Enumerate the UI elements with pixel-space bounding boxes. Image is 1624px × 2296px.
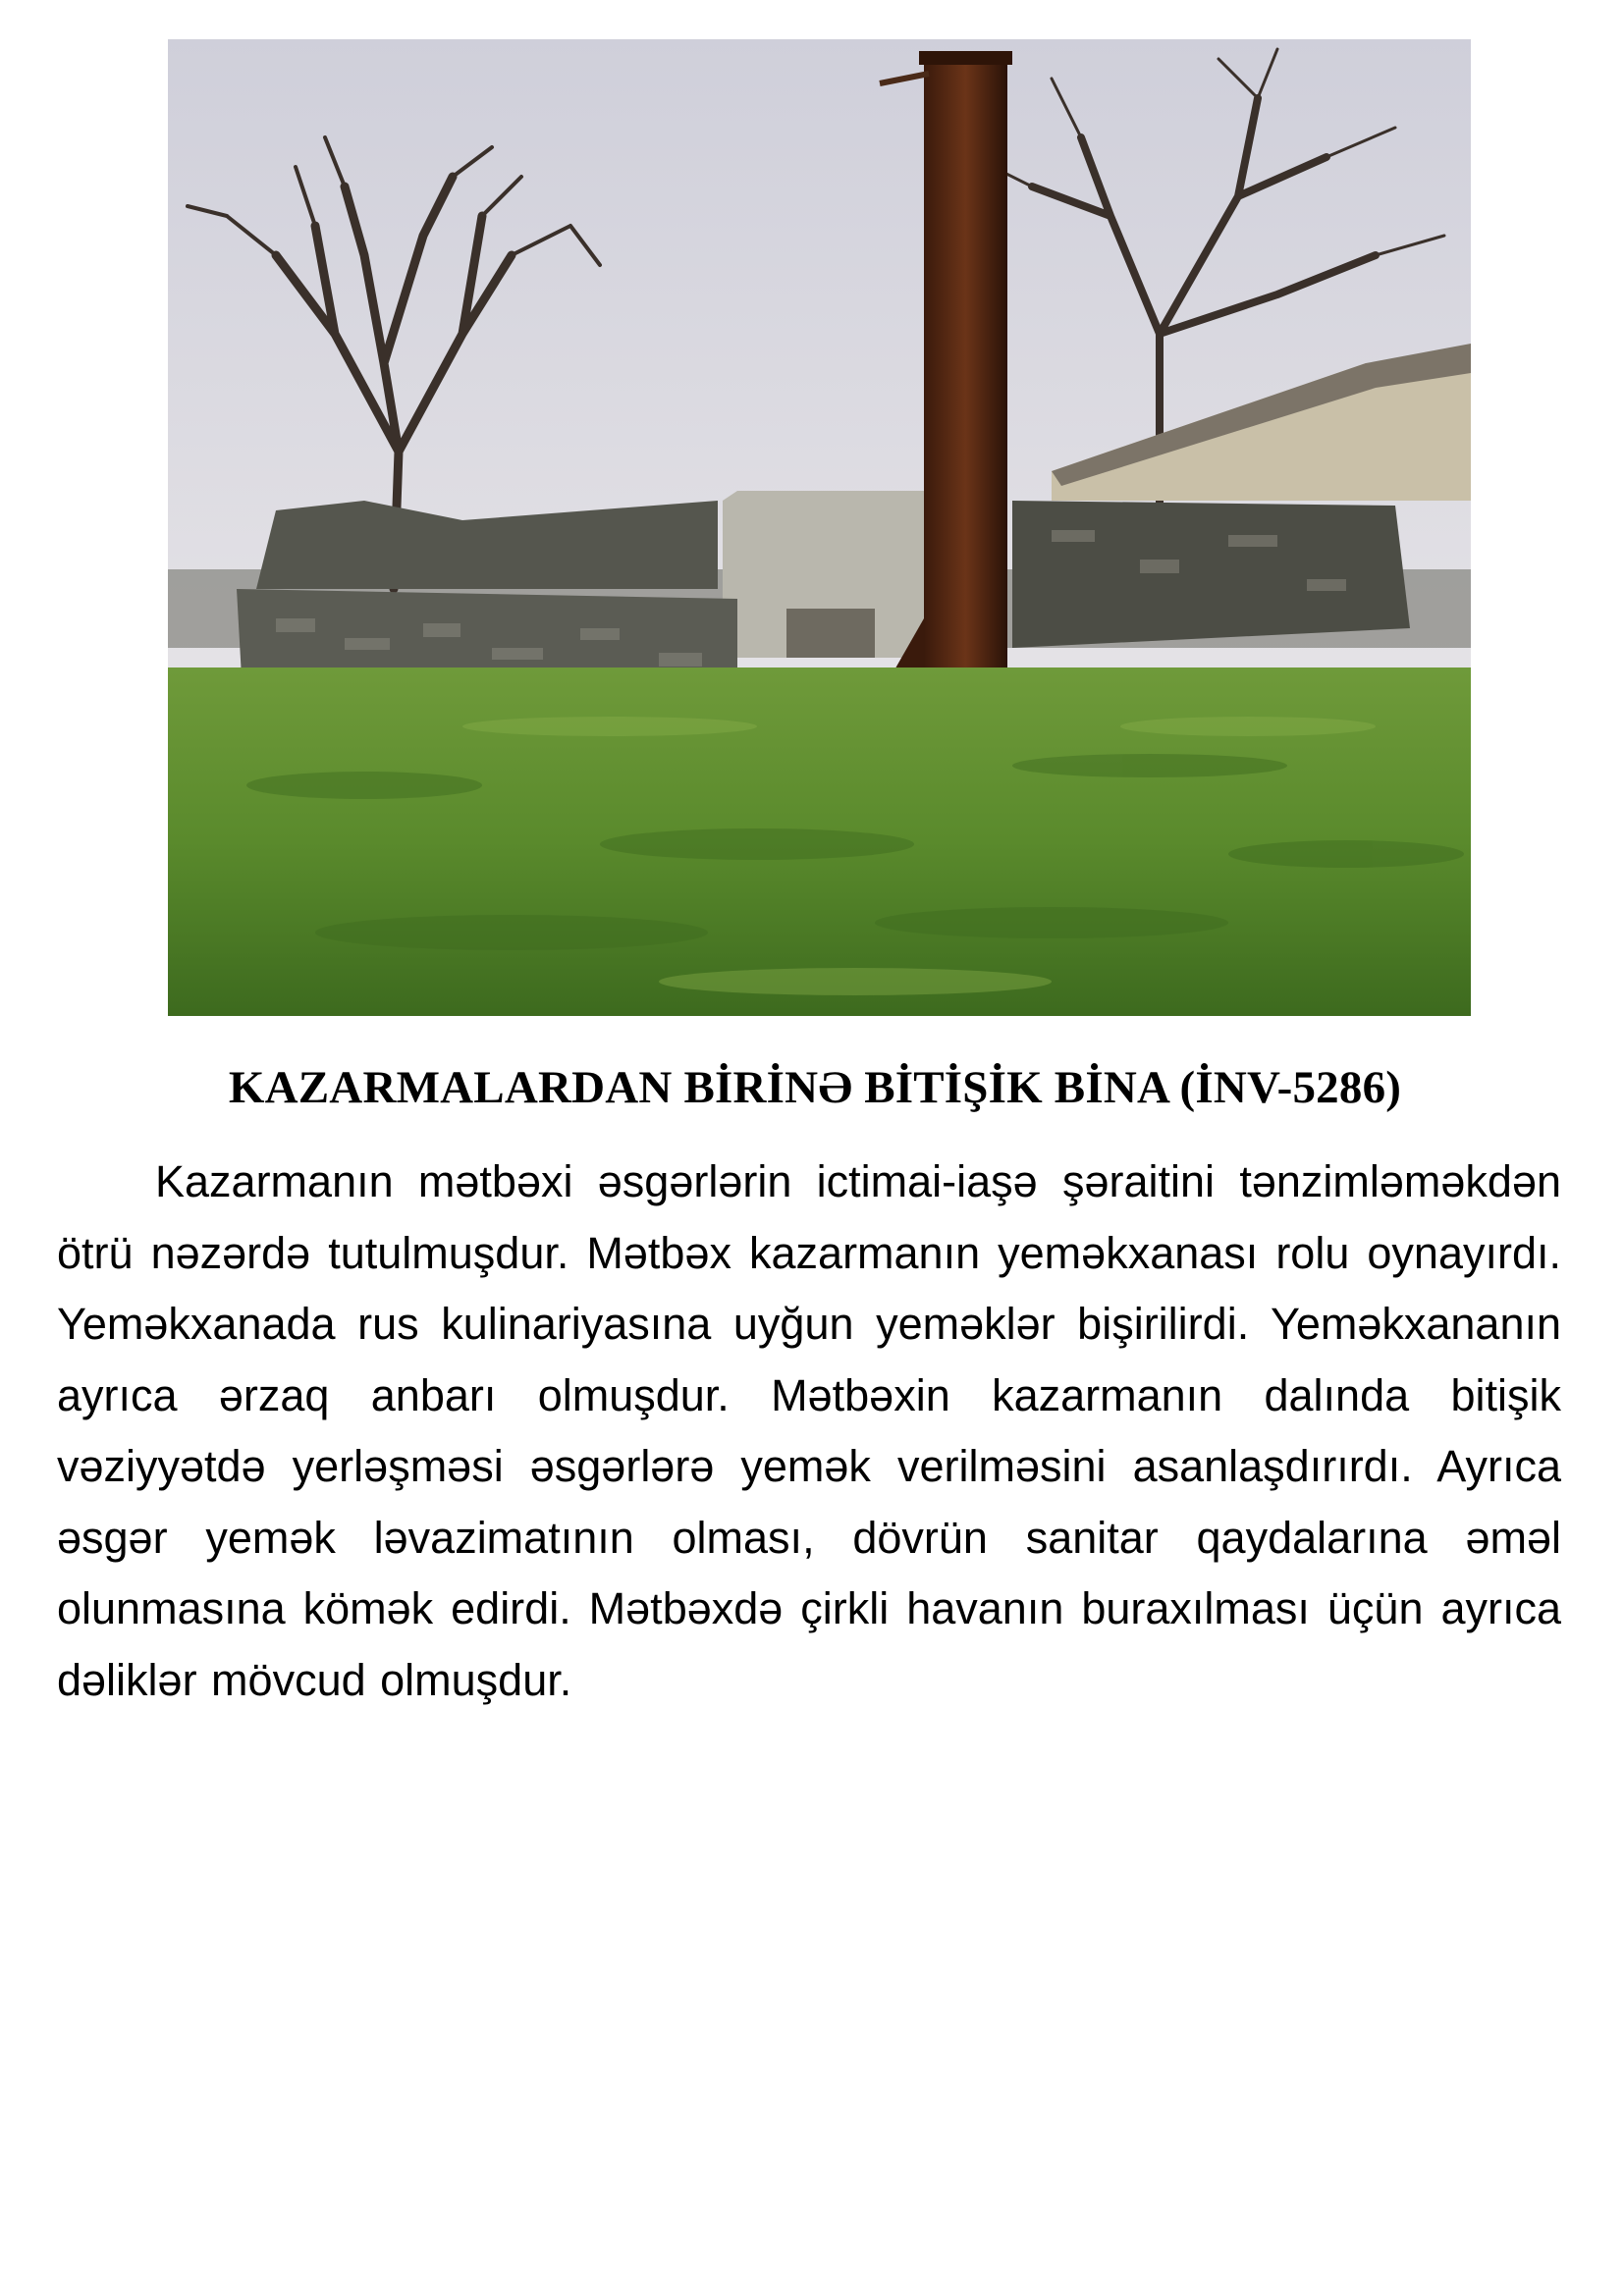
document-heading: KAZARMALARDAN BİRİNƏ BİTİŞİK BİNA (İNV-5286) xyxy=(228,1062,1402,1113)
photo-illustration xyxy=(168,39,1471,1016)
chimney xyxy=(924,54,1007,682)
central-building-doorway xyxy=(786,609,875,658)
chimney-rim xyxy=(919,51,1012,65)
body-paragraph: Kazarmanın mətbəxi əsgərlərin ictimai-iaşə şəraitini tənzimləməkdən ötrü nəzərdə tutulmuşdur. Mətbəx kazarmanın yeməkxanası rolu oynayırdı. Yeməkxanada rus kulinariyasına uyğun yeməklər bişirilirdi. Yeməkxananın ayrıca ərzaq anbarı olmuşdur. Mətbəxin kazarmanın dalında bitişik vəziyyətdə yerləşməsi əsgərlərə yemək verilməsini asanlaşdırırdı. Ayrıca əsgər yemək ləvazimatının olması, dövrün sanitar qaydalarına əməl olunmasına kömək edirdi. Mətbəxdə çirkli havanın buraxılması üçün ayrıca dəliklər mövcud olmuşdur. xyxy=(57,1156,1561,1705)
photo-barracks-kitchen xyxy=(168,39,1471,1016)
stone-wall-right xyxy=(1012,501,1410,648)
